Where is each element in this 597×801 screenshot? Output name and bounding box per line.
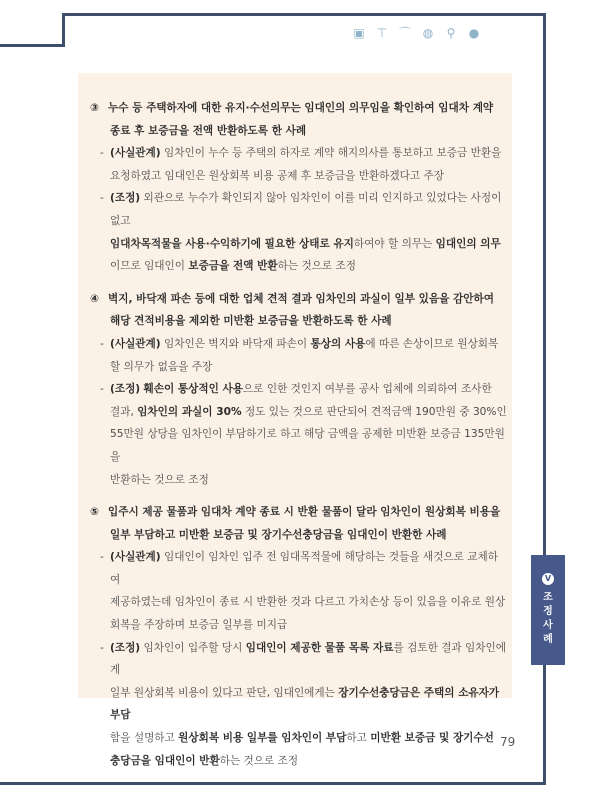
body-text: 정도 있는 것으로 판단되어 견적금액 190만원 중 30%인 <box>241 405 507 418</box>
emphasis-text: (사실관계) <box>110 551 161 564</box>
emphasis-text: 장기수선충당금은 주택의 소유자가 부담 <box>110 686 500 722</box>
case-title-line1: 누수 등 주택하자에 대한 유지·수선의무는 임대인의 의무임을 확인하여 임대차 계약 <box>108 102 494 114</box>
body-text: 일부 원상회복 비용이 있다고 판단, 임대인에게는 <box>110 686 339 699</box>
case-item <box>90 288 508 491</box>
case-number: ③ <box>90 102 99 114</box>
emphasis-text: (조정) <box>110 192 141 205</box>
bullet-dash: - <box>100 337 104 350</box>
emphasis-text: 통상의 사용 <box>310 337 366 350</box>
case-number: ④ <box>90 292 99 305</box>
presentation-icon: ⊤ <box>376 26 388 40</box>
body-text: 제공하였는데 임차인이 종료 시 반환한 것과 다르고 가치손상 등이 있음을 이유로 원상 <box>110 596 506 609</box>
body-text: 에 따른 손상이므로 원상회복 <box>365 337 499 350</box>
case-detail-item <box>90 546 508 636</box>
case-detail-item <box>90 637 508 773</box>
header-icon-row <box>352 26 481 40</box>
bullet-dash: - <box>100 147 104 160</box>
bullet-dash: - <box>100 641 104 654</box>
case-item <box>90 97 508 278</box>
case-heading <box>90 288 508 333</box>
handshake-icon: ⌒ <box>398 26 411 40</box>
emphasis-text: 충당금을 임대인이 반환 <box>110 754 220 767</box>
emphasis-text: (사실관계) <box>110 147 161 160</box>
body-text: 결과, <box>110 405 138 418</box>
chapter-number: V <box>542 573 554 585</box>
emphasis-text: (사실관계) <box>110 337 161 350</box>
case-detail-item <box>90 187 508 277</box>
case-number: ⑤ <box>90 506 99 519</box>
body-text: 요청하였고 임대인은 원상회복 비용 공제 후 보증금을 반환하겠다고 주장 <box>110 169 444 182</box>
emphasis-text: (조정) <box>110 641 141 654</box>
case-detail-item <box>90 142 508 187</box>
emphasis-text: 임대인의 의무 <box>435 237 501 250</box>
case-title-line1: 입주시 제공 물품과 임대차 계약 종료 시 반환 물품이 달라 임차인이 원상회복 비용을 <box>108 506 501 519</box>
body-text: 외관으로 누수가 확인되지 않아 임차인이 이를 미리 인지하고 있었다는 사정이 없고 <box>110 192 502 227</box>
emphasis-text: 임대인이 제공한 물품 목록 자료 <box>245 641 394 654</box>
header-rule <box>0 44 62 47</box>
body-text: 임차인이 입주할 당시 <box>140 641 246 654</box>
case-heading <box>90 501 508 546</box>
case-detail-item <box>90 333 508 378</box>
body-text: 하는 것으로 조정 <box>219 754 299 767</box>
body-text: 하고 <box>346 732 371 745</box>
body-text: 55만원 상당을 임차인이 부담하기로 하고 해당 금액을 공제한 미반환 보증금 135만원을 <box>110 428 505 463</box>
body-text: 함을 설명하고 <box>110 732 179 745</box>
frame-left-border <box>62 13 65 47</box>
case-list <box>90 97 508 782</box>
body-text: 를 검토한 결과 임차인에게 <box>110 641 506 677</box>
body-text: 회복을 주장하며 보증금 일부를 미지급 <box>110 619 288 632</box>
body-text: 이므로 임대인이 <box>110 260 189 273</box>
bulb-icon: ● <box>468 26 480 40</box>
case-item <box>90 501 508 772</box>
bullet-dash: - <box>100 383 104 396</box>
body-text: 하는 것으로 조정 <box>277 260 356 273</box>
body-text: 할 의무가 없음을 주장 <box>110 360 213 373</box>
chapter-side-tab[interactable] <box>531 555 565 665</box>
emphasis-text: 미반환 보증금 및 장기수선 <box>370 732 494 745</box>
body-text: 하여야 할 의무는 <box>353 237 436 250</box>
body-text: 임대인이 임차인 입주 전 임대목적물에 해당하는 것들을 새것으로 교체하여 <box>110 551 498 586</box>
emphasis-text: 임차인의 과실이 30% <box>137 405 242 418</box>
page-number: 79 <box>500 735 516 749</box>
chapter-label: 조정사례 <box>543 592 553 645</box>
frame-right-border-lower <box>543 665 546 785</box>
case-heading <box>90 97 508 142</box>
case-title-line2: 일부 부담하고 미반환 보증금 및 장기수선충당금을 임대인이 반환한 사례 <box>110 528 447 541</box>
emphasis-text: 보증금을 전액 반환 <box>188 260 278 273</box>
frame-top-border <box>62 13 546 16</box>
emphasis-text: 훼손이 통상적인 사용 <box>143 383 244 396</box>
cooperation-icon: ◍ <box>422 26 434 40</box>
bullet-dash: - <box>100 551 104 564</box>
lamp-icon: ⚲ <box>446 26 456 40</box>
emphasis-text: (조정) <box>110 383 141 396</box>
case-title-line2: 해당 견적비용을 제외한 미반환 보증금을 반환하도록 한 사례 <box>110 315 392 328</box>
body-text: 임차인이 누수 등 주택의 하자로 계약 해지의사를 통보하고 보증금 반환을 <box>160 147 502 160</box>
case-detail-item <box>90 378 508 491</box>
body-text: 반환하는 것으로 조정 <box>110 473 209 486</box>
monitor-icon: ▣ <box>353 26 365 40</box>
emphasis-text: 원상회복 비용 일부를 임차인이 부담 <box>178 732 347 745</box>
bullet-dash: - <box>100 192 104 205</box>
frame-right-border <box>543 13 546 555</box>
emphasis-text: 임대차목적물을 사용·수익하기에 필요한 상태로 유지 <box>110 237 354 250</box>
body-text: 임차인은 벽지와 바닥재 파손이 <box>160 337 311 350</box>
case-title-line2: 종료 후 보증금을 전액 반환하도록 한 사례 <box>110 124 307 137</box>
frame-bottom-border <box>0 782 546 785</box>
body-text: 으로 인한 것인지 여부를 공사 업체에 의뢰하여 조사한 <box>243 383 492 396</box>
case-title-line1: 벽지, 바닥재 파손 등에 대한 업체 견적 결과 임차인의 과실이 일부 있음을 감안하여 <box>108 292 494 305</box>
